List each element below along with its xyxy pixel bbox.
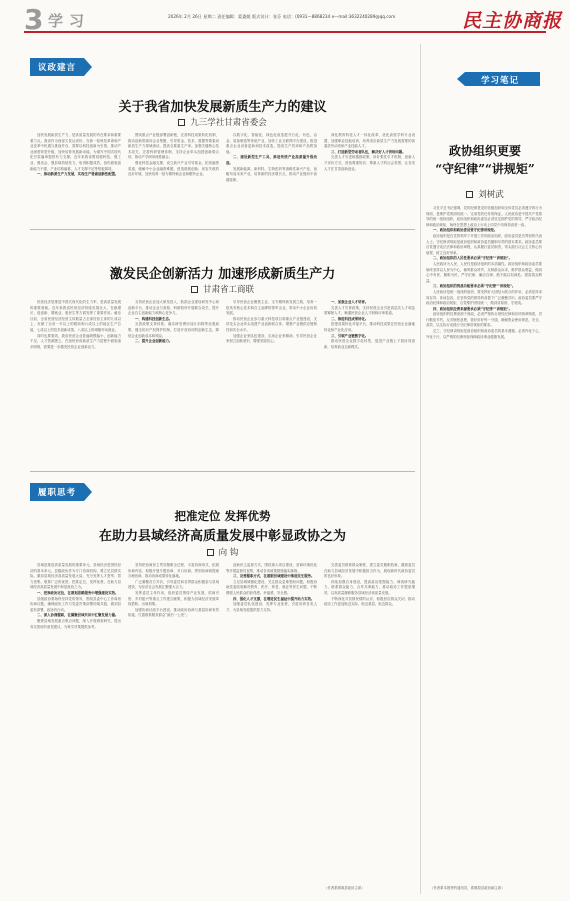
article3-body <box>30 563 415 881</box>
article2-title: 激发民企创新活力 加速形成新质生产力 <box>109 267 336 282</box>
article2-col-4: 一、加强企业人才培育。 完善人才引育政策，支持民营企业引进高层次人才和急需紧缺人才，畅通民营企业人才职称评审渠道。 二、推进科技成果转化。 搭建成果转化对接平台，推动科技成果在民营企业落地转化和产业化应用。 三、引领产业链数字化。 推动民营企业数字化转型，促进产业链上下游协同创新，培育新业态新模式。 <box>324 300 415 349</box>
article3-footnote: （作者系渭源县政协主席） <box>324 886 365 890</box>
article3-tag: 履职思考 <box>30 483 84 501</box>
sidebar-title-line2: “守纪律”“讲规矩” <box>435 162 535 176</box>
sidebar-footnote: （作者系本报特约通讯员，系镇原县政协副主席） <box>430 886 505 890</box>
article1-body <box>30 133 415 223</box>
article2-author: 甘肃省工商联 <box>202 285 254 295</box>
article3-author: 向 钩 <box>218 548 239 558</box>
sidebar-subhead-2: 二、政协组织的人民性要求必须“守纪律”“讲规矩”。 <box>433 256 513 261</box>
article3-col-1: 县域是推进高质量发展的重要单元，县域经济是国民经济的基本单元。县级政协作为专门协商机构，要立足县情实际，紧扣县域经济高质量发展大局，充分发挥人才荟萃、智力密集、联系广泛的优势，把准定位、发挥优势，在助力县域经济高质量发展中彰显政协之为。 一、把准政协定位，在谋划思路服务中增强建设实效。 县级政协要始终坚持党的领导，围绕县委中心工作谋划协商议题，确保政协工作与党委决策部署同频共振，做到县委有部署、政协有行动。 二、深入协商履职，在凝聚县域共识中汇聚发展力量。 聚焦县域发展重点难点问题，深入开展调查研究，提出务实管用的意见建议，为科学决策提供参考。 <box>30 563 121 629</box>
byline-box-icon <box>191 286 198 293</box>
article2-body <box>30 300 415 465</box>
section-name: 学习 <box>48 12 91 30</box>
newspaper-logo: 民主协商报 <box>462 10 563 32</box>
article2-subhead-2: 二、推进科技成果转化。 <box>331 316 369 321</box>
masthead-info: 2026年 2月 26日 星期二 责任编辑：蒙惠媛 版式设计：张芬 电话：(0931—8868234 e—mail:3632240289@qq.com <box>168 14 396 19</box>
sidebar-tag <box>465 72 540 86</box>
article3-col-4: 完善委员联系群众制度，建立委员履职档案，激励委员在助力县域经济发展中积极担当作为，展现新时代政协委员的良好形象。 持续加强自身建设，提高政治把握能力、调查研究能力、联系群众能力、合作共事能力，推动政协工作提质增效，以高质量履职服务县域经济高质量发展。 不断深化对县情民情的认识，积极回应群众关切，推动政协工作更加贴近实际、贴近基层、贴近群众。 <box>324 563 415 607</box>
byline-box-icon <box>466 191 473 198</box>
article2-subhead-5: 一、构建科技创新生态。 <box>135 316 173 321</box>
article3-col-3: 创新民主监督方式，围绕重大项目建设、营商环境优化等开展监督性视察，推动各项政策措施落实落细。 三、完善履职方式，在着眼县城建设中推进民生服务。 立足县城城镇化建设，关注群众急难愁盼问题，积极协助党委政府解决教育、医疗、养老、就业等民生问题，不断增强人民群众的获得感、幸福感、安全感。 四、强化人才支撑，在增进民生福祉中提升助力实效。 加强委员队伍建设，发挥专业优势，引进培养各类人才，为县域发展提供智力支持。 <box>226 563 317 612</box>
article3-subhead-3: 三、完善履职方式，在着眼县城建设中推进民生服务。 <box>233 574 315 579</box>
article2-col-1: 民营经济是推进中国式现代化的生力军，是高质量发展的重要基础。近年来我省民营经济持续发展壮大，在稳增长、促创新、增就业、惠民生等方面发挥了重要作用。截至目前，全省民营经济经营主体数量占全部经营主体的九成以上，贡献了全省一半以上的税收和六成以上的地区生产总值，七成以上的技术创新成果，八成以上的城镇劳动就业。 同时也要看到，我省民营企业普遍规模偏小、创新能力不足、人才资源匮乏，在加快形成新质生产力进程中面临诸多困难，需要进一步激发民营企业创新活力。 <box>30 300 121 349</box>
sidebar-body <box>426 206 542 882</box>
article3-title-line2: 在助力县域经济高质量发展中彰显政协之为 <box>98 529 346 544</box>
article2-col-3: 引导民营企业聚焦主业，走专精特新发展之路，培育一批具有核心技术和自主品牌的领军企业，带动中小企业协同发展。 推动民营企业参与重大科技项目和重点产业链建设，支持龙头企业牵头组建产业创新联合体，增强产业链供应链韧性和安全水平。 加强企业家队伍建设，弘扬企业家精神，引导民营企业家树立创新意识，增强发展信心。 <box>226 300 317 344</box>
byline-box-icon <box>178 119 185 126</box>
sidebar-col: 习近平总书记强调，党的纪律是党的各级组织和全体党员必须遵守的行为规则，是维护党的团结统一、完成党的任务的保证。人民政协是中国共产党领导的统一战线组织，政协组织和政协委员必须坚定拥护党的领导，严守政治纪律和政治规矩，始终在思想上政治上行动上同党中央保持高度一致。 一、政协组织和政协委员要守纪律讲规矩。 政协组织是在党的领导下开展工作的政治组织，政协委员是各界别的代表人士。守纪律讲规矩是政协组织和政协委员履职尽责的基本要求。政协委员要自觉遵守宪法法律和政协章程，认真履行委员职责，带头践行社会主义核心价值观，树立良好形象。 二、政协组织的人民性要求必须“守纪律”“讲规矩”。 人民政协为人民，人民性是政协组织的本质属性。政协组织和政协委员要始终坚持以人民为中心，倾听群众呼声，反映群众诉求，维护群众利益，做到心中有民、履职为民，严守纪律、廉洁自律，绝不能以权谋私、损害群众利益。 三、政协组织的统战功能要求必须“守纪律”“讲规矩”。 人民政协是统一战线的组织，要发挥好大团结大联合的作用，必须坚持求同存异、体谅包容，在坚持党的领导的前提下广泛凝聚共识。政协委员要严守政治纪律和政治规矩，自觉维护团结统一，做到讲原则、守底线。 四、政协组织经费来源要求必须“守纪律”“讲规矩”。 政协组织的经费来源于财政，必须严格执行财经纪律和各项规章制度，厉行勤俭节约，反对铺张浪费，管好用好每一分钱，确保资金使用规范、安全、高效，以实际行动践行守纪律讲规矩的要求。 总之，守纪律讲规矩是政协组织和政协委员的基本遵循，必须内化于心、外化于行，以严明的纪律规矩保障政协事业健康发展。 <box>426 206 542 339</box>
article1-subhead-3: 三、打造新型劳动者队伍，解决好人才供给问题。 <box>331 149 406 154</box>
sidebar-author: 刘树武 <box>478 190 504 200</box>
masthead <box>0 0 570 40</box>
article1-col-1: 加快发展新质生产力，是高质量发展的内在要求和重要着力点。我省作为西部欠发达省份，在新一轮科技革命和产业变革中机遇与挑战并存，需要以科技创新为引领，推动产业深度转型升级，加快培育发展新动能，为谱写中国式现代化甘肃篇章提供有力支撑。近年来我省围绕强科技、强工业、强省会、强县域持续发力，取得积极成效，但仍面临创新能力不强、产业结构偏重、人才支撑不足等短板弱项。 一、推动新质生产力发展，实现生产要素创新性配置。 <box>30 133 121 177</box>
sidebar-title-line1: 政协组织更要 <box>448 144 521 158</box>
article3-subhead-1: 一、把准政协定位，在谋划思路服务中增强建设实效。 <box>37 590 119 595</box>
article3-col-2: 坚持把协商民主贯穿履职全过程，丰富协商形式，拓展协商内容，积极开展专题协商、对口协商、界别协商和提案办理协商，推动协商成果转化落地。 广泛凝聚各方共识，引导委员和各界群众积极参与县域建设，为经济社会发展汇聚强大合力。 发挥委员主体作用，组织委员围绕产业发展、招商引资、乡村振兴等重点工作建言献策，积极为县域经济发展牵线搭桥、出谋划策。 加强协商议政平台建设，推动政协协商与基层协商有效衔接，打通联系服务群众“最后一公里”。 <box>128 563 219 618</box>
article3-title-line1: 把准定位 发挥优势 <box>174 509 271 523</box>
byline-box-icon <box>207 549 214 556</box>
article2-subhead-3: 三、引领产业链数字化。 <box>331 333 369 338</box>
article1-col-4: 深化教育科技人才一体化改革，优化高校学科专业设置，加强职业技能培训，培养适应新质生产力发展需要的高素质劳动者和产业技能人才。 三、打造新型劳动者队伍，解决好人才供给问题。 完善人才引进和激励政策，用好柔性引才机制，创新人才评价方式，营造尊重知识、尊重人才的社会氛围，让各类人才在甘肃创新创业。 <box>324 133 415 171</box>
sidebar-subhead-3: 三、政协组织的统战功能要求必须“守纪律”“讲规矩”。 <box>433 284 516 289</box>
article1-title: 关于我省加快发展新质生产力的建议 <box>118 100 327 115</box>
article1-subhead-1: 一、推动新质生产力发展，实现生产要素创新性配置。 <box>37 172 119 177</box>
sidebar-separator <box>420 44 421 894</box>
page-number: 3 <box>24 3 44 36</box>
article1-author: 九三学社甘肃省委会 <box>190 118 267 128</box>
article1-divider <box>30 229 415 230</box>
article1-col-3: 以数字化、智能化、绿色化改造提升石化、有色、冶金、装备制造等传统产业，加快工业互联网平台建设，推进重点企业设备更新和技术改造，提高生产效率和产品附加值。 二、建设新型生产工具，推进传统产业高质量升级改造。 发展新能源、新材料、生物医药等战略性新兴产业，前瞻布局未来产业，培育新的经济增长点，推动产业链向中高端延伸。 <box>226 133 317 182</box>
article3-subhead-4: 四、强化人才支撑，在增进民生福祉中提升助力实效。 <box>233 596 315 601</box>
article2-col-2: 支持民营企业加大研发投入，鼓励企业建设研发中心和创新平台，推动企业与高校、科研院所开展联合攻关，提升企业自主创新能力和核心竞争力。 一、构建科技创新生态。 完善政策支持体系，落实研发费用加计扣除等优惠政策，健全知识产权保护机制，打造开放协同的创新生态，降低企业创新成本和风险。 二、提升企业创新能力。 <box>128 300 219 344</box>
article2-subhead-4: 二、提升企业创新能力。 <box>135 339 173 344</box>
sidebar-subhead-1: 一、政协组织和政协委员要守纪律讲规矩。 <box>433 228 498 233</box>
article3-byline <box>30 546 415 558</box>
article1-tag: 议政建言 <box>30 58 84 76</box>
article1-byline <box>30 116 415 128</box>
article2-divider <box>30 471 415 472</box>
article1-subhead-2: 二、建设新型生产工具，推进传统产业高质量升级改造。 <box>226 155 317 165</box>
article2-subhead-1: 一、加强企业人才培育。 <box>331 300 369 304</box>
article1-col-2: 围绕重点产业链部署创新链，完善科技成果转化机制，推动创新资源向企业集聚，引导资金、技术、数据等要素向新质生产力领域流动，提高全要素生产率。加强关键核心技术攻关，完善科研管理体制，支持企业牵头组建创新联合体，推动产学研用深度融合。 强化科技金融支撑，设立新兴产业引导基金，拓宽融资渠道，破解中小企业融资难题，营造鼓励创新、宽容失败的良好环境，加快培育一批专精特新企业和瞪羚企业。 <box>128 133 219 177</box>
sidebar-byline <box>426 188 544 200</box>
sidebar-subhead-4: 四、政协组织经费来源要求必须“守纪律”“讲规矩”。 <box>433 306 513 311</box>
sidebar-tag-label: 学习笔记 <box>481 76 520 86</box>
masthead-rule <box>24 31 546 33</box>
article2-byline <box>30 283 415 295</box>
article3-subhead-2: 二、深入协商履职，在凝聚县域共识中汇聚发展力量。 <box>37 613 119 618</box>
